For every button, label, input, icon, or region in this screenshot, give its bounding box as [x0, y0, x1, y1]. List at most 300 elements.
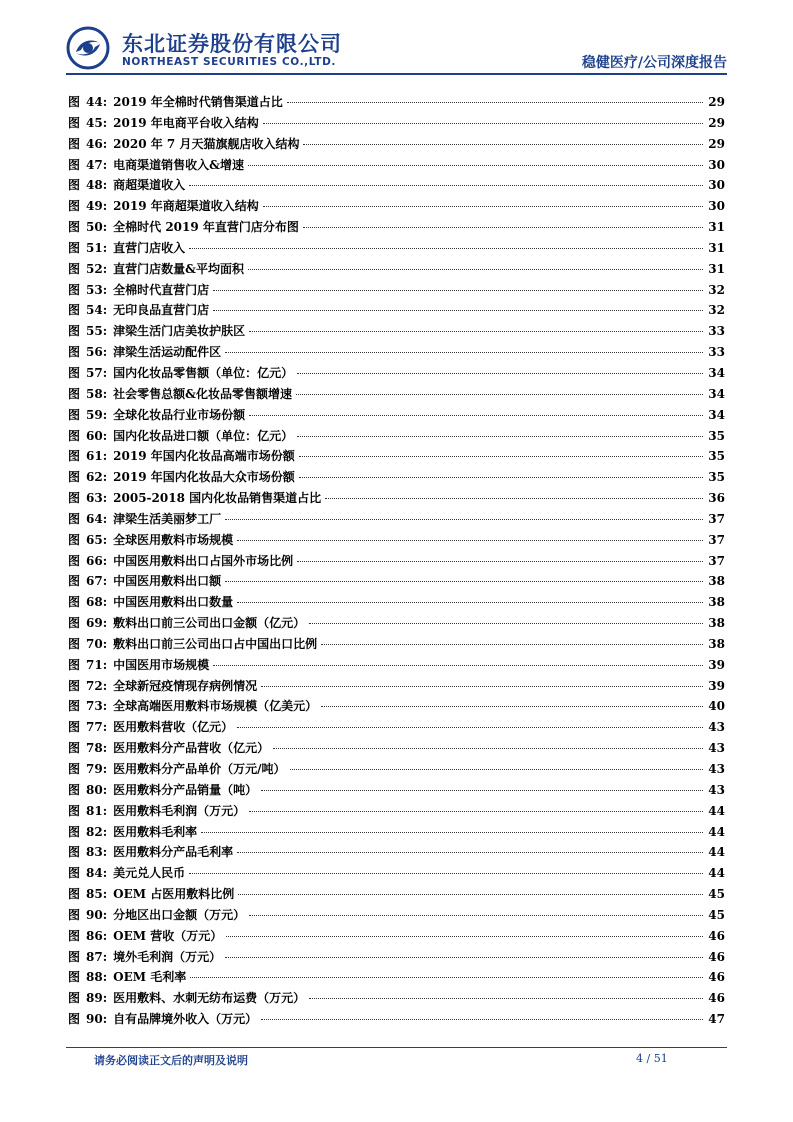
toc-dot-leader [297, 561, 703, 562]
toc-entry[interactable] [68, 156, 725, 177]
toc-entry-page: 46 [708, 991, 725, 1006]
toc-entry[interactable] [68, 364, 725, 385]
toc-figure-num: 49 [86, 199, 103, 214]
toc-figure-number: 图 55: [68, 324, 114, 339]
toc-entry-page: 43 [708, 762, 725, 776]
toc-figure-label: 图 [68, 803, 81, 818]
toc-figure-num: 73 [86, 699, 103, 714]
toc-figure-label: 图 [68, 365, 81, 380]
disclaimer-note: 请务必阅读正文后的声明及说明 [94, 1054, 248, 1067]
toc-figure-num: 90 [86, 1012, 103, 1027]
toc-dot-leader [225, 352, 703, 353]
toc-figure-num: 56 [86, 345, 103, 360]
toc-entry-title: OEM 毛利率 [113, 970, 187, 985]
toc-figure-number: 图 63: [68, 491, 114, 506]
toc-dot-leader [287, 102, 703, 103]
toc-entry-title: 中国医用敷料出口额 [113, 574, 222, 589]
toc-figure-label: 图 [68, 636, 81, 651]
toc-entry[interactable] [68, 114, 725, 135]
figure-index-list [68, 93, 725, 1031]
page-header [66, 24, 727, 74]
toc-entry-title: 医用敷料分产品单价（万元/吨） [113, 762, 286, 776]
toc-figure-label: 图 [68, 136, 81, 151]
toc-entry[interactable] [68, 823, 725, 844]
toc-figure-label: 图 [68, 574, 81, 589]
toc-entry-page: 32 [708, 282, 725, 297]
toc-entry[interactable] [68, 260, 725, 281]
toc-entry-title: 2019 年国内化妆品大众市场份额 [113, 470, 295, 485]
toc-entry-title: 2019 年商超渠道收入结构 [113, 199, 259, 214]
toc-figure-number: 图 77: [68, 720, 114, 735]
toc-entry-title: 医用敷料、水刺无纺布运费（万元） [113, 991, 306, 1006]
toc-figure-number: 图 86: [68, 928, 114, 943]
toc-entry[interactable] [68, 843, 725, 864]
toc-figure-label: 图 [68, 115, 81, 130]
toc-figure-num: 60 [86, 428, 103, 443]
report-tag: 稳健医疗/公司深度报告 [581, 55, 727, 71]
toc-entry[interactable] [68, 531, 725, 552]
toc-entry[interactable] [68, 781, 725, 802]
toc-dot-leader [238, 894, 703, 895]
toc-figure-num: 89 [86, 991, 103, 1006]
toc-dot-leader [201, 832, 703, 833]
toc-figure-num: 46 [86, 136, 103, 151]
toc-figure-label: 图 [68, 220, 81, 235]
toc-figure-num: 86 [86, 928, 103, 943]
toc-entry-page: 40 [708, 699, 725, 714]
toc-entry-title: 敷料出口前三公司出口占中国出口比例 [113, 636, 318, 651]
toc-entry-title: 2019 年电商平台收入结构 [113, 115, 259, 130]
toc-entry-title: 医用敷料分产品营收（亿元） [113, 741, 270, 756]
toc-figure-number: 图 59: [68, 407, 114, 422]
toc-entry[interactable] [68, 447, 725, 468]
toc-figure-num: 77 [86, 720, 103, 735]
toc-entry-title: 商超渠道收入 [113, 178, 186, 193]
toc-figure-num: 64 [86, 511, 103, 526]
toc-figure-number: 图 78: [68, 741, 114, 756]
toc-entry-title: 境外毛利润（万元） [113, 949, 222, 964]
toc-dot-leader [297, 436, 703, 437]
toc-dot-leader [261, 790, 703, 791]
toc-figure-num: 79 [86, 762, 103, 776]
toc-entry-title: 医用敷料毛利率 [113, 824, 198, 839]
toc-figure-number: 图 88: [68, 970, 114, 985]
toc-entry[interactable] [68, 802, 725, 823]
toc-entry[interactable] [68, 281, 725, 302]
toc-figure-label: 图 [68, 407, 81, 422]
toc-dot-leader [213, 310, 703, 311]
toc-dot-leader [249, 415, 703, 416]
company-logo-icon [66, 26, 110, 70]
toc-figure-num: 83 [86, 845, 103, 860]
toc-entry[interactable] [68, 635, 725, 656]
toc-entry-page: 30 [708, 199, 725, 214]
toc-figure-number: 图 89: [68, 991, 114, 1006]
toc-figure-num: 82 [86, 824, 103, 839]
toc-dot-leader [225, 581, 703, 582]
toc-dot-leader [213, 665, 703, 666]
toc-dot-leader [299, 477, 703, 478]
toc-dot-leader [226, 936, 703, 937]
toc-entry-page: 39 [708, 678, 725, 693]
toc-entry-title: 国内化妆品进口额（单位：亿元） [113, 428, 294, 443]
toc-entry[interactable] [68, 218, 725, 239]
toc-figure-label: 图 [68, 824, 81, 839]
toc-figure-num: 44 [86, 95, 103, 109]
toc-figure-number: 图 58: [68, 386, 114, 401]
toc-entry[interactable] [68, 385, 725, 406]
toc-entry[interactable] [68, 552, 725, 573]
toc-entry-page: 30 [708, 178, 725, 193]
toc-figure-number: 图 47: [68, 157, 114, 172]
toc-entry[interactable] [68, 864, 725, 885]
toc-entry-title: 全球化妆品行业市场份额 [113, 407, 246, 422]
toc-entry[interactable] [68, 593, 725, 614]
toc-dot-leader [325, 498, 703, 499]
toc-entry-page: 44 [708, 866, 725, 881]
toc-entry-title: 全棉时代 2019 年直营门店分布图 [113, 220, 299, 235]
toc-figure-label: 图 [68, 845, 81, 860]
toc-figure-label: 图 [68, 949, 81, 964]
toc-entry[interactable] [68, 948, 725, 969]
toc-dot-leader [237, 727, 703, 728]
toc-figure-label: 图 [68, 720, 81, 735]
toc-entry-page: 38 [708, 636, 725, 651]
toc-figure-label: 图 [68, 762, 81, 776]
toc-figure-number: 图 57: [68, 365, 114, 380]
toc-dot-leader [273, 748, 703, 749]
toc-entry-page: 44 [708, 803, 725, 818]
toc-figure-number: 图 81: [68, 803, 114, 818]
toc-figure-label: 图 [68, 657, 81, 672]
toc-entry[interactable] [68, 427, 725, 448]
toc-figure-label: 图 [68, 1012, 81, 1027]
toc-entry[interactable] [68, 468, 725, 489]
toc-figure-num: 84 [86, 866, 103, 881]
toc-entry[interactable] [68, 176, 725, 197]
toc-figure-number: 图 54: [68, 303, 114, 318]
toc-dot-leader [299, 456, 703, 457]
toc-entry-page: 36 [708, 491, 725, 506]
toc-entry-title: 电商渠道销售收入&增速 [113, 157, 244, 172]
toc-entry-page: 38 [708, 595, 725, 610]
toc-figure-num: 81 [86, 803, 103, 818]
toc-figure-label: 图 [68, 553, 81, 568]
toc-entry-page: 29 [708, 95, 725, 109]
toc-dot-leader [263, 206, 703, 207]
toc-entry-title: 津梁生活门店美妆护肤区 [113, 324, 246, 339]
toc-figure-number: 图 82: [68, 824, 114, 839]
toc-entry-title: 医用敷料毛利润（万元） [113, 803, 246, 818]
toc-entry-title: 敷料出口前三公司出口金额（亿元） [113, 616, 306, 631]
toc-dot-leader [303, 227, 703, 228]
toc-figure-number: 图 52: [68, 261, 114, 276]
toc-figure-number: 图 85: [68, 887, 114, 902]
toc-figure-num: 58 [86, 386, 103, 401]
toc-entry[interactable] [68, 656, 725, 677]
toc-entry-page: 46 [708, 970, 725, 985]
toc-dot-leader [248, 165, 703, 166]
toc-dot-leader [297, 373, 703, 374]
toc-entry-title: 国内化妆品零售额（单位：亿元） [113, 365, 294, 380]
toc-figure-number: 图 62: [68, 470, 114, 485]
toc-figure-num: 78 [86, 741, 103, 756]
toc-figure-num: 72 [86, 678, 103, 693]
toc-figure-number: 图 65: [68, 532, 114, 547]
toc-figure-num: 51 [86, 240, 103, 255]
toc-entry[interactable] [68, 197, 725, 218]
toc-figure-number: 图 46: [68, 136, 114, 151]
toc-figure-label: 图 [68, 491, 81, 506]
toc-figure-num: 50 [86, 220, 103, 235]
toc-entry-title: 全棉时代直营门店 [113, 282, 210, 297]
toc-figure-label: 图 [68, 532, 81, 547]
toc-figure-num: 65 [86, 532, 103, 547]
toc-dot-leader [248, 269, 703, 270]
toc-figure-label: 图 [68, 178, 81, 193]
toc-figure-label: 图 [68, 324, 81, 339]
toc-entry[interactable] [68, 906, 725, 927]
toc-figure-number: 图 69: [68, 616, 114, 631]
toc-dot-leader [261, 1019, 703, 1020]
toc-entry-title: 自有品牌境外收入（万元） [113, 1012, 258, 1027]
toc-entry-title: 全球新冠疫情现存病例情况 [113, 678, 258, 693]
toc-entry[interactable] [68, 322, 725, 343]
toc-figure-number: 图 51: [68, 240, 114, 255]
toc-entry-title: 医用敷料营收（亿元） [113, 720, 234, 735]
toc-entry-page: 39 [708, 657, 725, 672]
toc-entry-page: 37 [708, 532, 725, 547]
toc-entry-title: 2019 年国内化妆品高端市场份额 [113, 449, 295, 464]
toc-entry-page: 38 [708, 574, 725, 589]
toc-figure-number: 图 64: [68, 511, 114, 526]
toc-figure-number: 图 50: [68, 220, 114, 235]
toc-entry[interactable] [68, 406, 725, 427]
toc-dot-leader [237, 540, 703, 541]
toc-figure-label: 图 [68, 386, 81, 401]
toc-entry[interactable] [68, 989, 725, 1010]
toc-dot-leader [225, 957, 703, 958]
toc-dot-leader [189, 873, 703, 874]
toc-entry[interactable] [68, 677, 725, 698]
toc-entry-page: 31 [708, 240, 725, 255]
toc-entry-page: 34 [708, 365, 725, 380]
toc-figure-number: 图 80: [68, 782, 114, 797]
toc-figure-number: 图 67: [68, 574, 114, 589]
toc-entry[interactable] [68, 510, 725, 531]
toc-figure-number: 图 53: [68, 282, 114, 297]
toc-figure-number: 图 71: [68, 657, 114, 672]
toc-figure-label: 图 [68, 907, 81, 922]
toc-entry-title: 美元兑人民币 [113, 866, 186, 881]
toc-figure-number: 图 61: [68, 449, 114, 464]
toc-figure-num: 88 [86, 970, 103, 985]
toc-figure-number: 图 68: [68, 595, 114, 610]
toc-dot-leader [237, 852, 703, 853]
toc-entry-page: 37 [708, 553, 725, 568]
toc-figure-label: 图 [68, 699, 81, 714]
toc-entry-page: 29 [708, 115, 725, 130]
toc-figure-number: 图 90: [68, 907, 114, 922]
toc-figure-label: 图 [68, 157, 81, 172]
toc-entry-page: 38 [708, 616, 725, 631]
toc-figure-label: 图 [68, 866, 81, 881]
toc-entry-page: 35 [708, 470, 725, 485]
toc-entry[interactable] [68, 927, 725, 948]
toc-figure-number: 图 44: [68, 95, 114, 109]
toc-figure-label: 图 [68, 428, 81, 443]
toc-figure-label: 图 [68, 470, 81, 485]
toc-entry-title: 社会零售总额&化妆品零售额增速 [113, 386, 292, 401]
toc-figure-number: 图 45: [68, 115, 114, 130]
toc-dot-leader [309, 623, 703, 624]
toc-entry[interactable] [68, 489, 725, 510]
toc-dot-leader [290, 769, 703, 770]
toc-entry-title: 2020 年 7 月天猫旗舰店收入结构 [113, 136, 300, 151]
toc-figure-num: 52 [86, 261, 103, 276]
header-divider [66, 73, 727, 75]
toc-figure-number: 图 72: [68, 678, 114, 693]
toc-entry-page: 35 [708, 449, 725, 464]
toc-dot-leader [189, 185, 703, 186]
toc-figure-label: 图 [68, 240, 81, 255]
toc-entry-page: 30 [708, 157, 725, 172]
toc-dot-leader [249, 915, 703, 916]
toc-figure-num: 87 [86, 949, 103, 964]
toc-figure-number: 图 87: [68, 949, 114, 964]
toc-figure-num: 48 [86, 178, 103, 193]
toc-entry-page: 44 [708, 845, 725, 860]
toc-entry-title: OEM 占医用敷料比例 [113, 887, 235, 902]
toc-entry-title: 无印良品直营门店 [113, 303, 210, 318]
toc-entry-title: 中国医用敷料出口占国外市场比例 [113, 553, 294, 568]
toc-figure-label: 图 [68, 928, 81, 943]
toc-entry-page: 33 [708, 345, 725, 360]
company-name-cn: 东北证券股份有限公司 [122, 32, 342, 56]
toc-entry[interactable] [68, 301, 725, 322]
toc-dot-leader [225, 519, 703, 520]
toc-entry-page: 34 [708, 407, 725, 422]
toc-entry-page: 45 [708, 907, 725, 922]
toc-dot-leader [303, 144, 703, 145]
toc-entry[interactable] [68, 239, 725, 260]
toc-entry[interactable] [68, 93, 725, 114]
toc-figure-num: 80 [86, 782, 103, 797]
toc-entry-title: 2019 年全棉时代销售渠道占比 [113, 95, 283, 109]
toc-entry-page: 43 [708, 720, 725, 735]
toc-entry[interactable] [68, 614, 725, 635]
toc-entry[interactable] [68, 718, 725, 739]
toc-entry[interactable] [68, 968, 725, 989]
toc-entry[interactable] [68, 572, 725, 593]
toc-entry[interactable] [68, 760, 725, 781]
toc-figure-number: 图 84: [68, 866, 114, 881]
toc-entry-title: 医用敷料分产品销量（吨） [113, 782, 258, 797]
toc-figure-num: 53 [86, 282, 103, 297]
toc-entry-title: 全球高端医用敷料市场规模（亿美元） [113, 699, 318, 714]
toc-entry[interactable] [68, 135, 725, 156]
toc-entry-title: 分地区出口金额（万元） [113, 907, 246, 922]
toc-figure-num: 71 [86, 657, 103, 672]
toc-figure-number: 图 56: [68, 345, 114, 360]
toc-figure-num: 45 [86, 115, 103, 130]
toc-figure-label: 图 [68, 345, 81, 360]
toc-entry-page: 44 [708, 824, 725, 839]
toc-figure-label: 图 [68, 782, 81, 797]
toc-entry-page: 31 [708, 220, 725, 235]
toc-figure-label: 图 [68, 678, 81, 693]
toc-figure-number: 图 83: [68, 845, 114, 860]
company-name-en: NORTHEAST SECURITIES CO.,LTD. [122, 56, 336, 68]
toc-dot-leader [190, 977, 703, 978]
toc-entry-title: 津梁生活美丽梦工厂 [113, 511, 222, 526]
toc-figure-label: 图 [68, 970, 81, 985]
toc-entry-page: 37 [708, 511, 725, 526]
toc-entry-title: 医用敷料分产品毛利率 [113, 845, 234, 860]
page-number: 4 / 51 [636, 1052, 668, 1065]
toc-figure-num: 62 [86, 470, 103, 485]
toc-dot-leader [189, 248, 703, 249]
toc-figure-num: 67 [86, 574, 103, 589]
toc-figure-number: 图 60: [68, 428, 114, 443]
toc-figure-num: 66 [86, 553, 103, 568]
toc-dot-leader [249, 811, 703, 812]
toc-figure-num: 55 [86, 324, 103, 339]
toc-entry-page: 47 [708, 1012, 725, 1027]
toc-entry-page: 29 [708, 136, 725, 151]
toc-figure-num: 85 [86, 887, 103, 902]
toc-figure-num: 59 [86, 407, 103, 422]
toc-entry-title: 2005-2018 国内化妆品销售渠道占比 [113, 491, 322, 506]
toc-entry[interactable] [68, 885, 725, 906]
toc-entry[interactable] [68, 1010, 725, 1031]
toc-entry-page: 43 [708, 741, 725, 756]
toc-entry[interactable] [68, 739, 725, 760]
toc-figure-number: 图 49: [68, 199, 114, 214]
toc-figure-num: 63 [86, 491, 103, 506]
toc-figure-num: 61 [86, 449, 103, 464]
toc-dot-leader [296, 394, 703, 395]
toc-dot-leader [213, 290, 703, 291]
toc-figure-label: 图 [68, 282, 81, 297]
toc-entry-page: 45 [708, 887, 725, 902]
toc-entry-page: 33 [708, 324, 725, 339]
toc-entry-title: 全球医用敷料市场规模 [113, 532, 234, 547]
toc-dot-leader [321, 706, 703, 707]
toc-entry-title: 直营门店数量&平均面积 [113, 261, 244, 276]
toc-figure-label: 图 [68, 261, 81, 276]
toc-figure-number: 图 73: [68, 699, 114, 714]
toc-entry-page: 32 [708, 303, 725, 318]
toc-figure-number: 图 90: [68, 1012, 114, 1027]
toc-entry-title: 中国医用市场规模 [113, 657, 210, 672]
toc-figure-label: 图 [68, 449, 81, 464]
toc-figure-number: 图 48: [68, 178, 114, 193]
toc-figure-label: 图 [68, 303, 81, 318]
toc-figure-num: 70 [86, 636, 103, 651]
toc-figure-label: 图 [68, 616, 81, 631]
toc-entry[interactable] [68, 343, 725, 364]
toc-entry-page: 31 [708, 261, 725, 276]
toc-entry-page: 46 [708, 949, 725, 964]
toc-figure-label: 图 [68, 199, 81, 214]
toc-figure-num: 90 [86, 907, 103, 922]
footer-divider [66, 1047, 727, 1048]
toc-entry[interactable] [68, 697, 725, 718]
toc-dot-leader [321, 644, 703, 645]
toc-entry-page: 34 [708, 386, 725, 401]
toc-figure-num: 54 [86, 303, 103, 318]
